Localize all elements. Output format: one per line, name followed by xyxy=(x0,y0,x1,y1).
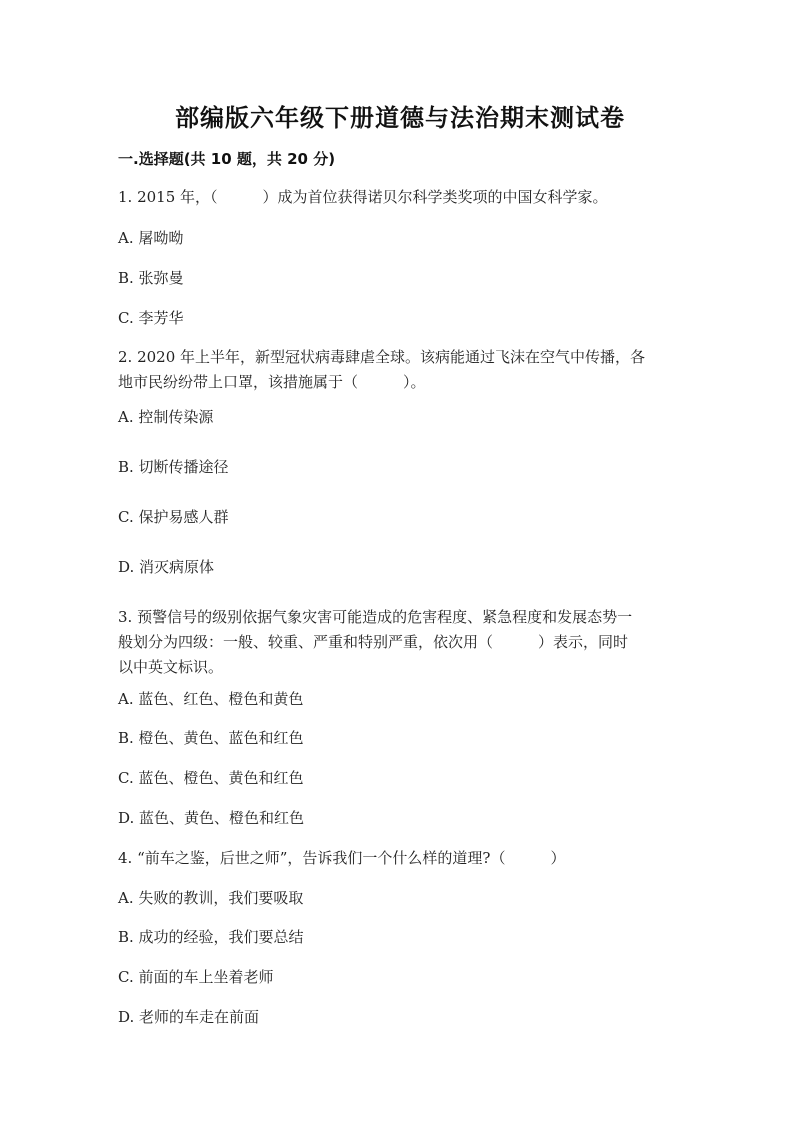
question-1-option-c: C. 李芳华 xyxy=(118,309,184,327)
question-3-stem-line-1: 3. 预警信号的级别依据气象灾害可能造成的危害程度、紧急程度和发展态势一 xyxy=(118,608,633,626)
question-3-option-a: A. 蓝色、红色、橙色和黄色 xyxy=(118,690,304,708)
question-4-option-d: D. 老师的车走在前面 xyxy=(118,1008,260,1026)
question-1-stem: 1. 2015 年，（ ）成为首位获得诺贝尔科学类奖项的中国女科学家。 xyxy=(118,188,608,206)
question-4-option-c: C. 前面的车上坐着老师 xyxy=(118,968,274,986)
question-3-option-d: D. 蓝色、黄色、橙色和红色 xyxy=(118,809,305,827)
question-4-option-a: A. 失败的教训，我们要吸取 xyxy=(118,889,304,907)
question-3-stem-line-3: 以中英文标识。 xyxy=(118,658,224,676)
section-heading: 一.选择题(共 10 题，共 20 分) xyxy=(118,150,336,168)
question-1-option-a: A. 屠呦呦 xyxy=(118,229,184,247)
question-2-stem-line-2: 地市民纷纷带上口罩，该措施属于（ ）。 xyxy=(118,373,426,391)
question-2-option-c: C. 保护易感人群 xyxy=(118,508,229,526)
question-2-option-a: A. 控制传染源 xyxy=(118,408,214,426)
question-3-option-c: C. 蓝色、橙色、黄色和红色 xyxy=(118,769,304,787)
question-1-option-b: B. 张弥曼 xyxy=(118,269,184,287)
question-3-stem-line-2: 般划分为四级：一般、较重、严重和特别严重，依次用（ ）表示，同时 xyxy=(118,633,629,651)
question-2-option-b: B. 切断传播途径 xyxy=(118,458,229,476)
question-2-stem-line-1: 2. 2020 年上半年，新型冠状病毒肆虐全球。该病能通过飞沫在空气中传播，各 xyxy=(118,348,646,366)
question-3-option-b: B. 橙色、黄色、蓝色和红色 xyxy=(118,729,304,747)
question-4-option-b: B. 成功的经验，我们要总结 xyxy=(118,928,304,946)
page-title: 部编版六年级下册道德与法治期末测试卷 xyxy=(175,104,625,132)
question-2-option-d: D. 消灭病原体 xyxy=(118,558,215,576)
question-4-stem: 4. “前车之鉴，后世之师”，告诉我们一个什么样的道理?（ ） xyxy=(118,849,566,867)
